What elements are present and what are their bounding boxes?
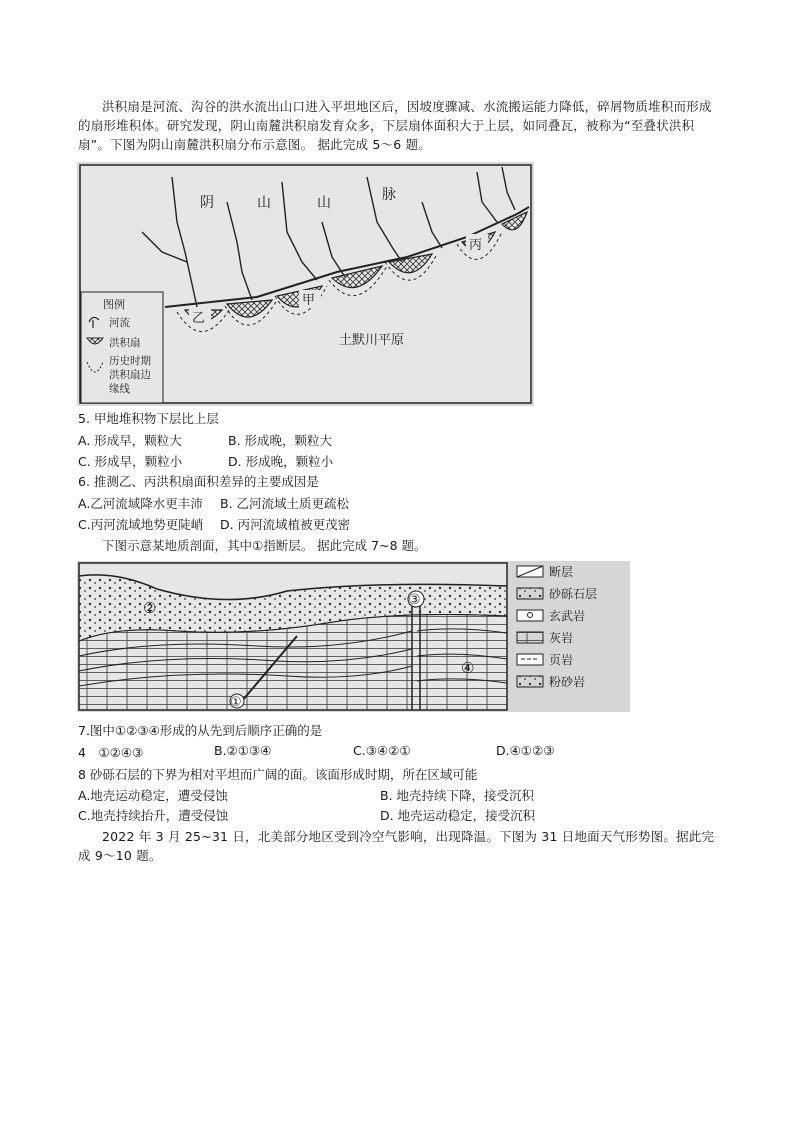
q6-option-d[interactable]: D. 丙河流域植被更茂密 [220,517,351,532]
mountain-label-1: 阴 [200,195,214,211]
q7-stem: 7.图中①②③④形成的从先到后顺序正确的是 [78,723,323,738]
legend-edge-3: 缘线 [109,383,130,395]
q7-option-a[interactable]: 4 ①②④③ [78,745,144,760]
q5-option-c[interactable]: C. 形成早，颗粒小 [78,454,183,469]
legend-limestone: 灰岩 [549,631,574,645]
q7-option-b[interactable]: B.②①③④ [214,743,272,758]
marker-2-label: ② [143,599,157,617]
marker-3-label: ③ [408,592,421,608]
legend-edge-2: 洪积扇边 [109,369,151,381]
legend-shale: 页岩 [549,653,574,667]
geologic-section-diagram [77,561,630,712]
q8-option-d[interactable]: D. 地壳运动稳定，接受沉积 [380,808,536,823]
q6-option-c[interactable]: C.丙河流域地势更陡峭 [78,517,204,532]
point-yi: 乙 [192,311,206,326]
point-jia: 甲 [302,293,316,308]
point-bing: 丙 [469,238,483,253]
q6-option-a[interactable]: A.乙河流域降水更丰沛 [78,496,203,511]
marker-1-label: ① [230,695,242,710]
q7-option-d[interactable]: D.④①②③ [496,743,555,758]
legend-siltstone: 粉砂岩 [549,675,586,689]
mountain-label-2: 山 [257,195,271,211]
q6-option-b[interactable]: B. 乙河流域土质更疏松 [220,496,350,511]
mountain-label-3: 山 [317,195,331,211]
legend-edge-1: 历史时期 [109,355,151,367]
legend-gravel: 砂砾石层 [549,587,598,601]
q8-stem: 8 砂砾石层的下界为相对平坦而广阔的面。该面形成时期，所在区域可能 [78,767,478,782]
marker-4-label: ④ [461,659,475,677]
q5-option-a[interactable]: A. 形成早，颗粒大 [78,433,182,448]
q5-stem: 5. 甲地堆积物下层比上层 [78,411,219,426]
q8-option-a[interactable]: A.地壳运动稳定，遭受侵蚀 [78,788,228,803]
q8-option-c[interactable]: C.地壳持续抬升，遭受侵蚀 [78,808,229,823]
q6-stem: 6. 推测乙、丙洪积扇面积差异的主要成因是 [78,474,319,489]
intro-paragraph: 洪积扇是河流、沟谷的洪水流出山口进入平坦地区后，因坡度骤减、水流搬运能力降低，碎屑物质堆积而形成的扇形堆积体。研究发现，阴山南麓洪积扇发育众多，下层扇体面积大于上层，如同叠瓦，被称为“至叠状洪积扇”。下图为阴山南麓洪积扇分布示意图。 据此完成 5～6 题。 [78,99,712,152]
q7-option-c[interactable]: C.③④②① [353,743,411,758]
section-intro: 下图示意某地质剖面，其中①指断层。 据此完成 7~8 题。 [102,538,427,553]
q5-option-b[interactable]: B. 形成晚，颗粒大 [228,433,333,448]
yinshan-alluvial-fan-map [77,162,534,406]
mountain-label-4: 脉 [382,187,396,203]
q5-option-d[interactable]: D. 形成晚，颗粒小 [228,454,334,469]
legend-fault: 断层 [549,565,574,579]
legend-fan: 洪积扇 [109,337,141,349]
weather-intro: 2022 年 3 月 25~31 日，北美部分地区受到冷空气影响，出现降温。下图为 31 日地面天气形势图。据此完成 9～10 题。 [78,829,715,863]
legend-title: 图例 [103,298,125,311]
legend-basalt: 玄武岩 [549,609,586,623]
legend-river: 河流 [109,317,130,329]
plain-label: 土默川平原 [339,333,405,348]
q8-option-b[interactable]: B. 地壳持续下降，接受沉积 [380,788,535,803]
